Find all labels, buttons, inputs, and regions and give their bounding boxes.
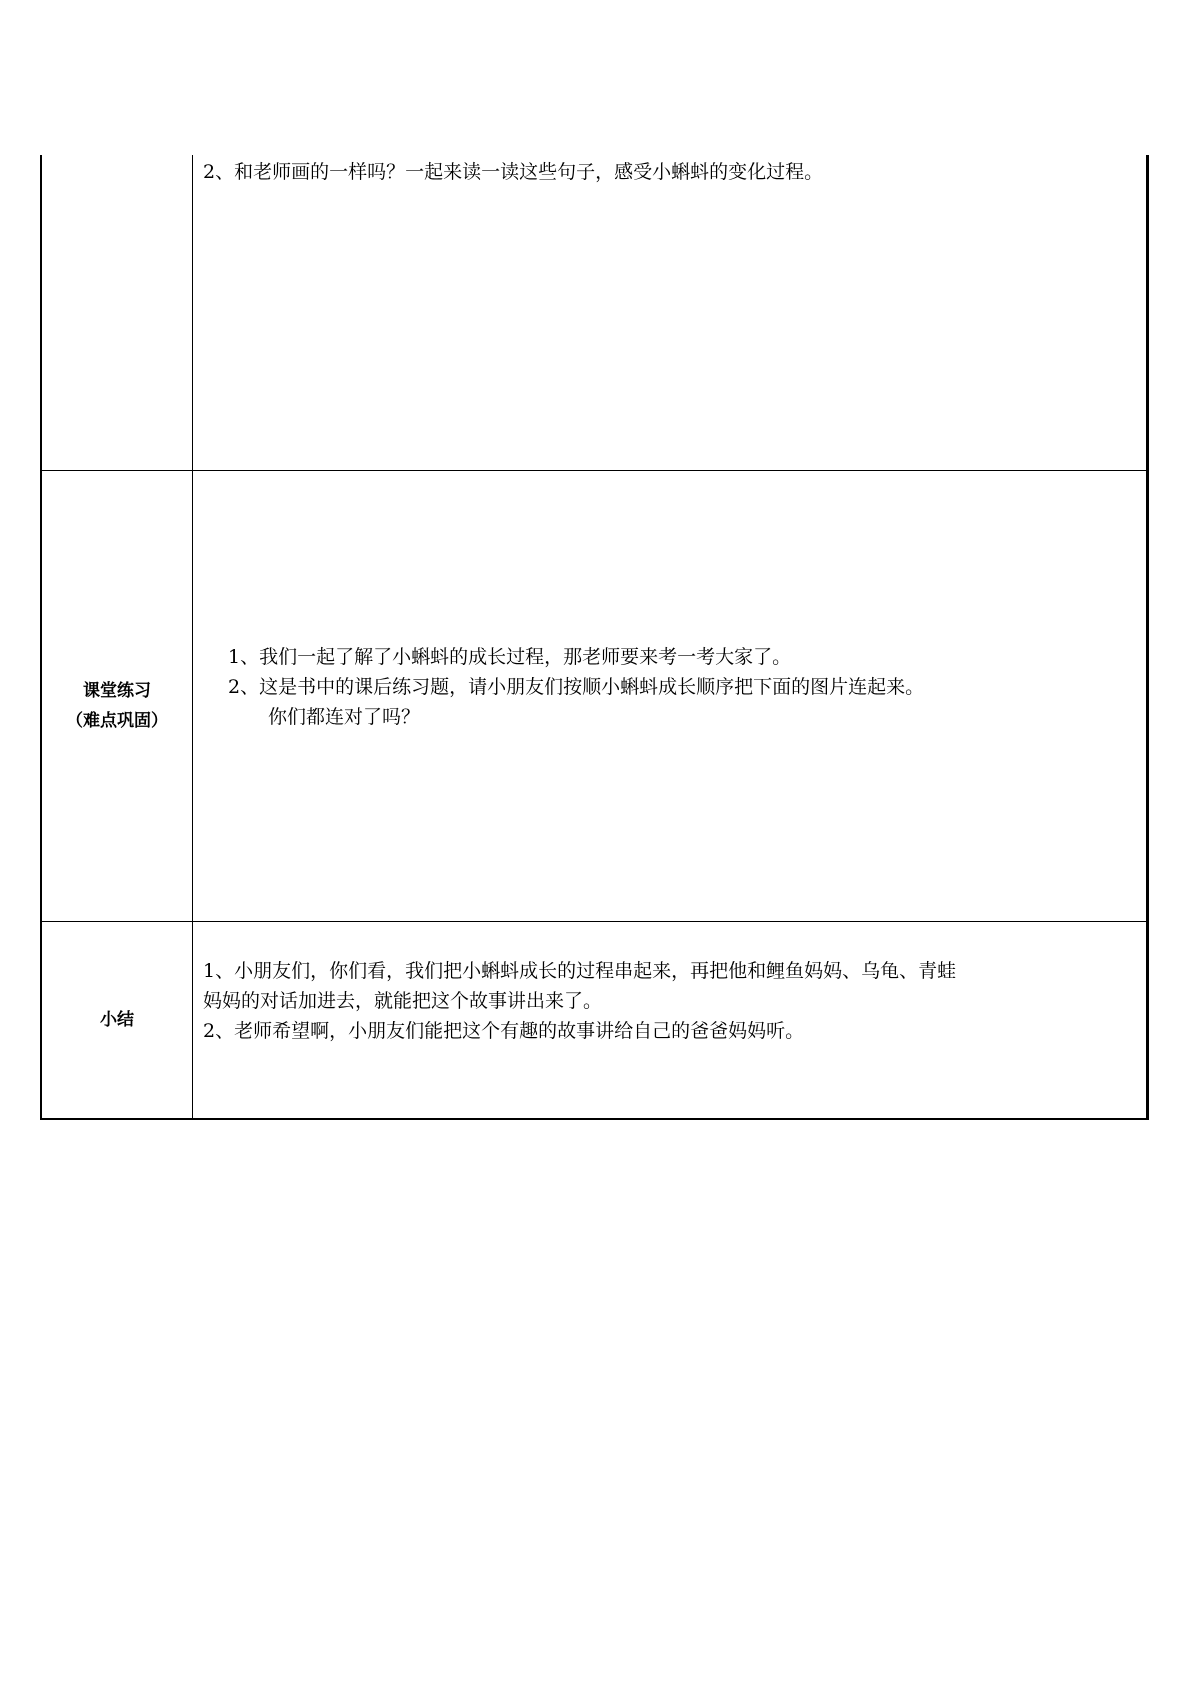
content-line: 2、老师希望啊，小朋友们能把这个有趣的故事讲给自己的爸爸妈妈听。 [203, 1019, 805, 1042]
content-text-block [193, 922, 1146, 1046]
content-line: 1、小朋友们，你们看，我们把小蝌蚪成长的过程串起来，再把他和鲤鱼妈妈、乌龟、青蛙 [203, 959, 957, 982]
row-content-cell [193, 470, 1148, 921]
table-row [41, 470, 1148, 921]
content-line: 你们都连对了吗？ [268, 705, 421, 728]
row-label-practice: 课堂练习 [83, 680, 151, 701]
content-text-block [193, 155, 1146, 187]
row-content-cell [193, 155, 1148, 470]
content-line: 2、这是书中的课后练习题，请小朋友们按顺小蝌蚪成长顺序把下面的图片连起来。 [228, 675, 925, 698]
table-row [41, 155, 1148, 470]
table-row [41, 921, 1148, 1119]
content-text-block [193, 642, 1146, 732]
row-label-cell-summary [41, 921, 193, 1119]
row-label-practice-sub: （难点巩固） [66, 710, 168, 731]
content-line: 2、和老师画的一样吗？一起来读一读这些句子，感受小蝌蚪的变化过程。 [203, 161, 824, 183]
row-label-summary: 小结 [100, 1009, 134, 1030]
row-label-cell-empty [41, 155, 193, 470]
content-line: 1、我们一起了解了小蝌蚪的成长过程，那老师要来考一考大家了。 [228, 645, 792, 668]
row-content-cell [193, 921, 1148, 1119]
content-line: 妈妈的对话加进去，就能把这个故事讲出来了。 [203, 989, 603, 1012]
lesson-plan-table [40, 155, 1149, 1120]
row-label-cell-practice [41, 470, 193, 921]
